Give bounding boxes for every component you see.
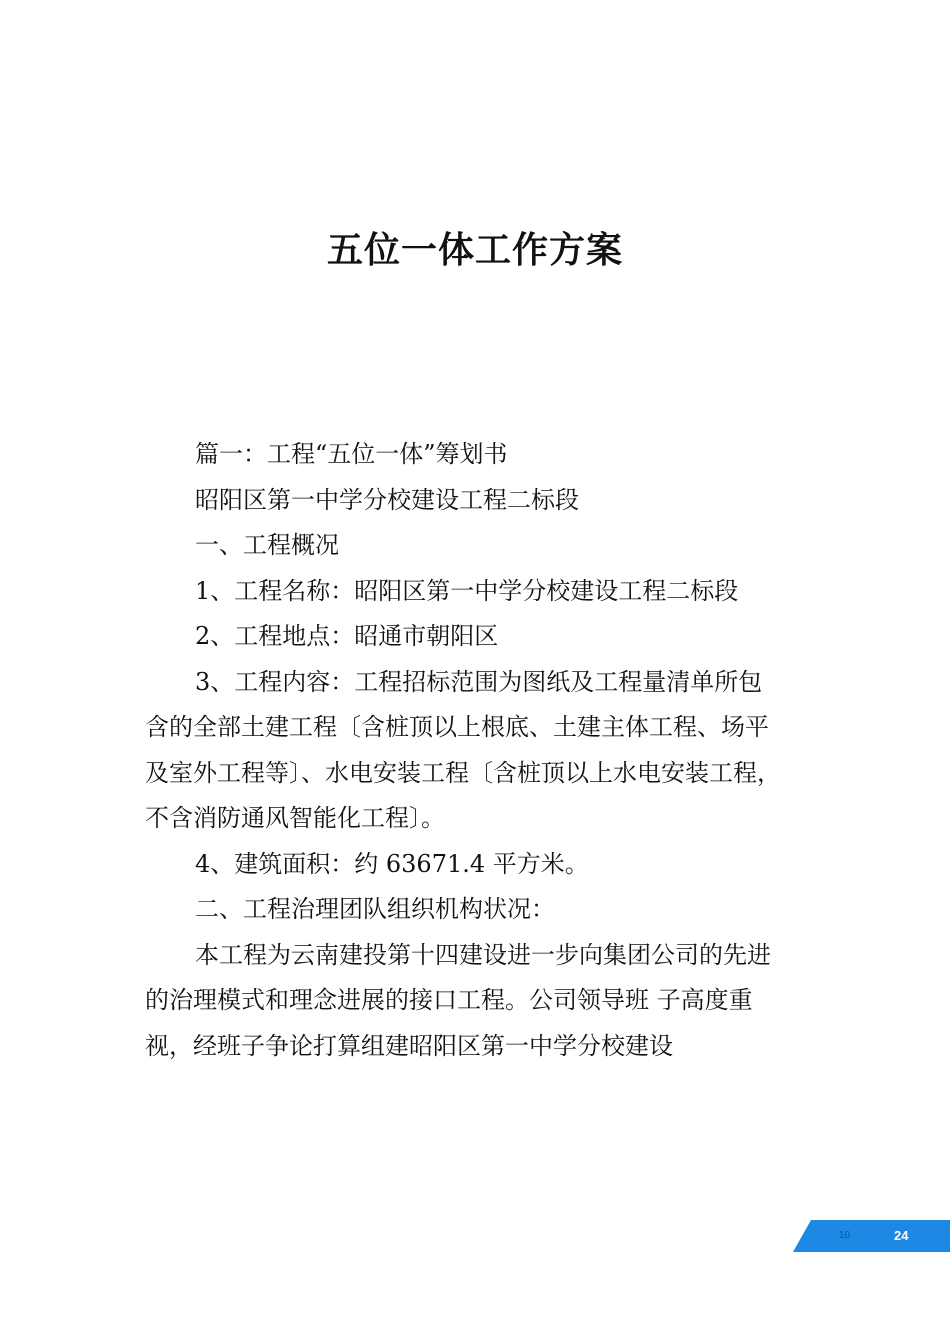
page-number-small: 10 bbox=[839, 1230, 851, 1241]
document-title: 五位一体工作方案 bbox=[326, 230, 623, 271]
paragraph-line: 含的全部土建工程〔含桩顶以上根底、土建主体工程、场平 bbox=[145, 713, 769, 741]
project-name-line: 昭阳区第一中学分校建设工程二标段 bbox=[195, 485, 579, 514]
paragraph-line: 2、工程地点：昭通市朝阳区 bbox=[195, 622, 499, 650]
paragraph-line: 本工程为云南建投第十四建设进一步向集团公司的先进 bbox=[195, 940, 771, 969]
page-badge-shape bbox=[793, 1220, 950, 1252]
section-heading-overview: 一、工程概况 bbox=[195, 531, 339, 559]
paragraph-line: 的治理模式和理念进展的接口工程。公司领导班 子高度重 bbox=[145, 986, 753, 1014]
section-heading-line: 篇一：工程“五位一体”筹划书 bbox=[195, 440, 508, 468]
document-body bbox=[145, 432, 810, 1069]
paragraph-line: 1、工程名称：昭阳区第一中学分校建设工程二标段 bbox=[195, 576, 739, 605]
page-number-large: 24 bbox=[894, 1228, 909, 1243]
page-number-badge bbox=[793, 1220, 950, 1252]
section-heading-team: 二、工程治理团队组织机构状况： bbox=[195, 895, 555, 923]
paragraph-line: 4、建筑面积：约 63671.4 平方米。 bbox=[195, 849, 589, 878]
paragraph-line: 及室外工程等〕、水电安装工程〔含桩顶以上水电安装工程， bbox=[145, 758, 781, 787]
paragraph-line: 不含消防通风智能化工程〕。 bbox=[145, 804, 445, 832]
paragraph-line: 3、工程内容：工程招标范围为图纸及工程量清单所包 bbox=[195, 667, 763, 696]
paragraph-line: 视，经班子争论打算组建昭阳区第一中学分校建设 bbox=[145, 1031, 673, 1060]
